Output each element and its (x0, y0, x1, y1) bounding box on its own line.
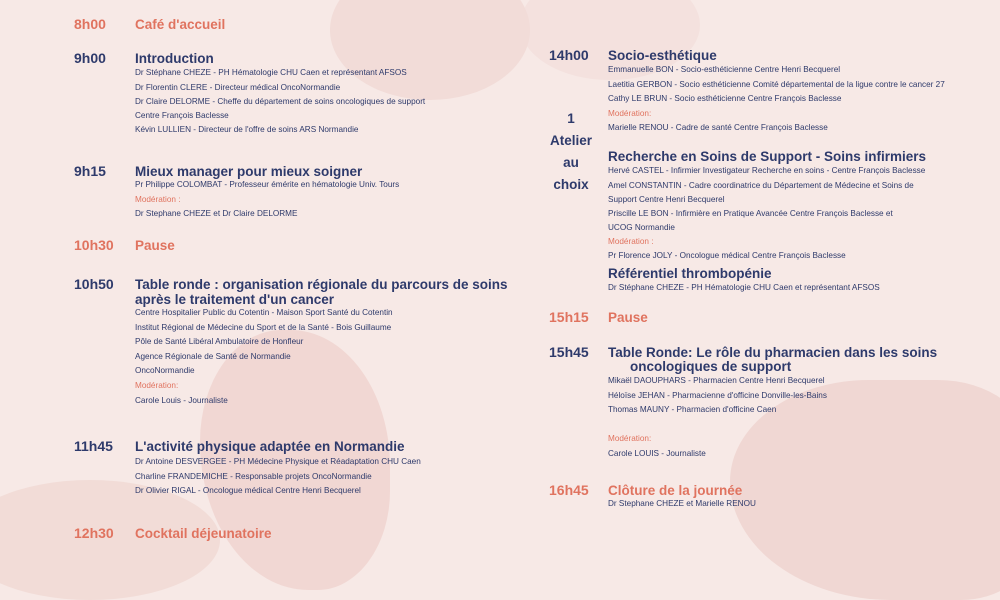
speaker-line: Mikaël DAOUPHARS - Pharmacien Centre Henri Becquerel (608, 376, 825, 385)
speaker-line: Carole LOUIS - Journaliste (608, 448, 706, 458)
speaker-line: Cathy LE BRUN - Socio esthéticienne Centre François Baclesse (608, 94, 842, 104)
session-title: Introduction (135, 51, 214, 66)
speaker-list (608, 281, 880, 296)
session-time: 8h00 (74, 16, 106, 32)
speaker-line: Carole Louis - Journaliste (135, 395, 228, 405)
speaker-line: Pr Philippe COLOMBAT - Professeur émérite en hématologie Univ. Tours (135, 180, 400, 189)
session-title: Café d'accueil (135, 17, 226, 32)
speaker-line: Dr Antoine DESVERGEE - PH Médecine Physique et Réadaptation CHU Caen (135, 457, 421, 466)
speaker-line: Dr Stéphane CHEZE - PH Hématologie CHU Caen et représentant AFSOS (135, 68, 407, 77)
atelier-line: au (563, 155, 579, 170)
session-title: Pause (135, 238, 175, 253)
session-title-line2: après le traitement d'un cancer (135, 292, 335, 307)
session-time: 11h45 (74, 438, 113, 454)
speaker-line: Laetitia GERBON - Socio esthéticienne Comité départemental de la ligue contre le cancer 27 (608, 79, 945, 89)
speaker-line: Dr Florentin CLERE - Directeur médical OncoNormandie (135, 82, 341, 92)
session-time: 9h15 (74, 163, 106, 179)
session-title: Recherche en Soins de Support - Soins infirmiers (608, 149, 927, 164)
session-time: 16h45 (549, 482, 589, 498)
speaker-line: Institut Régional de Médecine du Sport et de la Santé - Bois Guillaume (135, 322, 392, 332)
speaker-list (608, 164, 938, 264)
atelier-label (548, 108, 594, 196)
speaker-line: Dr Olivier RIGAL - Oncologue médical Centre Henri Becquerel (135, 486, 361, 496)
session-title: Clôture de la journée (608, 483, 743, 498)
speaker-line: OncoNormandie (135, 366, 195, 376)
speaker-list (135, 66, 455, 138)
speaker-line: Marielle RENOU - Cadre de santé Centre François Baclesse (608, 123, 828, 133)
session-time: 14h00 (549, 47, 589, 63)
session-title: Cocktail déjeunatoire (135, 526, 272, 541)
atelier-line: 1 (567, 111, 575, 126)
atelier-line: Atelier (549, 133, 593, 148)
speaker-line: Dr Claire DELORME - Cheffe du département de soins oncologiques de support Centre François Baclesse (135, 97, 426, 121)
speaker-line: Dr Stephane CHEZE et Marielle RENOU (608, 499, 756, 508)
session-title: Mieux manager pour mieux soigner (135, 164, 363, 179)
speaker-line: Agence Régionale de Santé de Normandie (135, 351, 291, 361)
speaker-line: Hervé CASTEL - Infirmier Investigateur Recherche en soins - Centre François Baclesse (608, 166, 926, 175)
speaker-list (608, 497, 756, 512)
moderation-label: Modération : (608, 236, 654, 246)
session-title: Table ronde : organisation régionale du parcours de soins (135, 277, 508, 292)
speaker-list (608, 63, 945, 136)
moderation-label: Modération : (135, 194, 181, 204)
moderation-label: Modération: (608, 434, 652, 443)
speaker-line: Priscille LE BON - Infirmière en Pratique Avancée Centre François Baclesse et UCOG Normandie (608, 208, 893, 232)
session-title: Pause (608, 310, 648, 325)
speaker-list (608, 374, 827, 418)
speaker-list (135, 178, 399, 222)
session-title: L'activité physique adaptée en Normandie (135, 439, 405, 454)
session-title: Socio-esthétique (608, 48, 717, 63)
speaker-list (135, 306, 393, 408)
moderation-block (608, 432, 706, 461)
speaker-line: Héloïse JEHAN - Pharmacienne d'officine Donville-les-Bains (608, 390, 827, 400)
speaker-line: Kévin LULLIEN - Directeur de l'offre de soins ARS Normandie (135, 125, 359, 135)
atelier-line: choix (553, 177, 589, 192)
speaker-list (135, 455, 421, 499)
speaker-line: Pr Florence JOLY - Oncologue médical Centre François Baclesse (608, 251, 846, 261)
session-time: 12h30 (74, 525, 114, 541)
speaker-line: Amel CONSTANTIN - Cadre coordinatrice du Département de Médecine et Soins de Support Centre Henri Becquerel (608, 180, 914, 204)
session-time: 10h30 (74, 237, 114, 253)
session-title: Référentiel thrombopénie (608, 266, 772, 281)
speaker-line: Emmanuelle BON - Socio-esthéticienne Centre Henri Becquerel (608, 65, 841, 74)
speaker-line: Dr Stephane CHEZE et Dr Claire DELORME (135, 209, 298, 219)
session-time: 10h50 (74, 276, 114, 292)
session-title-line2: oncologiques de support (630, 359, 792, 374)
speaker-line: Charline FRANDEMICHE - Responsable projets OncoNormandie (135, 471, 372, 481)
session-time: 15h45 (549, 344, 589, 360)
speaker-line: Thomas MAUNY - Pharmacien d'officine Caen (608, 405, 777, 415)
session-time: 15h15 (549, 309, 589, 325)
session-time: 9h00 (74, 50, 106, 66)
moderation-label: Modération: (608, 108, 652, 118)
session-title: Table Ronde: Le rôle du pharmacien dans les soins (608, 345, 938, 360)
speaker-line: Centre Hospitalier Public du Cotentin - Maison Sport Santé du Cotentin (135, 308, 393, 317)
moderation-label: Modération: (135, 380, 179, 390)
speaker-line: Dr Stéphane CHEZE - PH Hématologie CHU Caen et représentant AFSOS (608, 283, 880, 292)
speaker-line: Pôle de Santé Libéral Ambulatoire de Honfleur (135, 337, 304, 347)
